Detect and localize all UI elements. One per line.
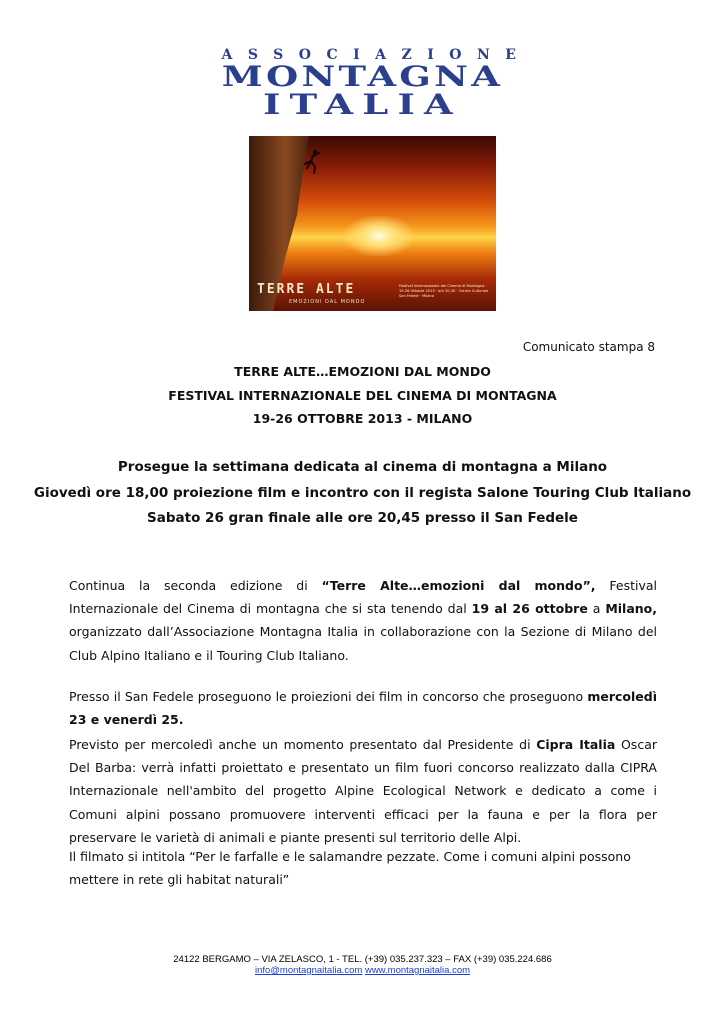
paragraph-filmato: Il filmato si intitola “Per le farfalle e le salamandre pezzate. Come i comuni alpini possono mettere in rete gli habitat naturali” xyxy=(69,849,631,888)
text-run: Previsto per mercoledì anche un momento presentato dal Presidente di xyxy=(69,737,537,752)
poster-info: Festival Internazionale del Cinema di Montagna · 19-26 Ottobre 2013 · ore 20,30 · Centro Culturale San Fedele · Milano xyxy=(399,284,489,298)
festival-poster xyxy=(249,136,496,311)
text-run: Oscar Del Barba: verrà infatti proiettato e presentato un film fuori concorso realizzato dalla CIPRA Internazionale nell'ambito del progetto Alpine Ecological Network e dedicato a come i Comuni alpini possano promuovere interventi efficaci per la fauna e per la flora per preservare le varietà di animali e piante presenti sul territorio delle Alpi. xyxy=(69,737,657,845)
footer-contacts xyxy=(0,965,725,976)
heading-dates: 19-26 OTTOBRE 2013 - MILANO xyxy=(252,411,473,426)
poster-title: TERRE ALTE xyxy=(257,282,356,297)
text-bold: Milano, xyxy=(605,601,658,617)
text-run: Continua la seconda edizione di xyxy=(69,578,322,593)
heading-festival: FESTIVAL INTERNAZIONALE DEL CINEMA DI MONTAGNA xyxy=(168,388,557,403)
comunicato-label: Comunicato stampa 8 xyxy=(522,340,655,354)
climber-icon xyxy=(301,148,323,174)
email-link[interactable]: info@montagnaitalia.com xyxy=(254,965,363,976)
paragraph-intro xyxy=(69,574,657,667)
heading-title: TERRE ALTE…EMOZIONI DAL MONDO xyxy=(234,364,491,379)
paragraph-san-fedele xyxy=(69,685,657,731)
text-bold: Cipra Italia xyxy=(536,737,616,752)
logo-associazione: ASSOCIAZIONE xyxy=(221,47,532,63)
paragraph-cipra xyxy=(69,733,657,849)
sun-glow xyxy=(344,216,414,256)
logo-montagna: MONTAGNA xyxy=(221,60,504,93)
subheading-3: Sabato 26 gran finale alle ore 20,45 presso il San Fedele xyxy=(147,510,578,526)
text-run: organizzato dall’Associazione Montagna Italia in collaborazione con la Sezione di Milano del Club Alpino Italiano e il Touring Club Italiano. xyxy=(69,624,657,663)
footer-address: 24122 BERGAMO – VIA ZELASCO, 1 - TEL. (+39) 035.237.323 – FAX (+39) 035.224.686 xyxy=(173,954,552,965)
logo-italia: ITALIA xyxy=(263,88,462,121)
text-bold: 19 al 26 ottobre xyxy=(471,601,588,617)
subheading-1: Prosegue la settimana dedicata al cinema di montagna a Milano xyxy=(117,459,608,475)
text-run: Festival Internazionale del Cinema di montagna che si sta tenendo dal xyxy=(69,578,658,617)
website-link[interactable]: www.montagnaitalia.com xyxy=(364,965,471,976)
text-run: a xyxy=(587,601,606,617)
text-bold: mercoledì 23 e venerdì 25. xyxy=(69,689,657,728)
text-run: Presso il San Fedele proseguono le proiezioni dei film in concorso che proseguono xyxy=(69,689,588,704)
poster-subtitle: EMOZIONI DAL MONDO xyxy=(289,299,366,305)
subheading-2: Giovedì ore 18,00 proiezione film e incontro con il regista Salone Touring Club Italiano xyxy=(33,485,692,501)
text-bold: “Terre Alte…emozioni dal mondo”, xyxy=(321,578,596,593)
